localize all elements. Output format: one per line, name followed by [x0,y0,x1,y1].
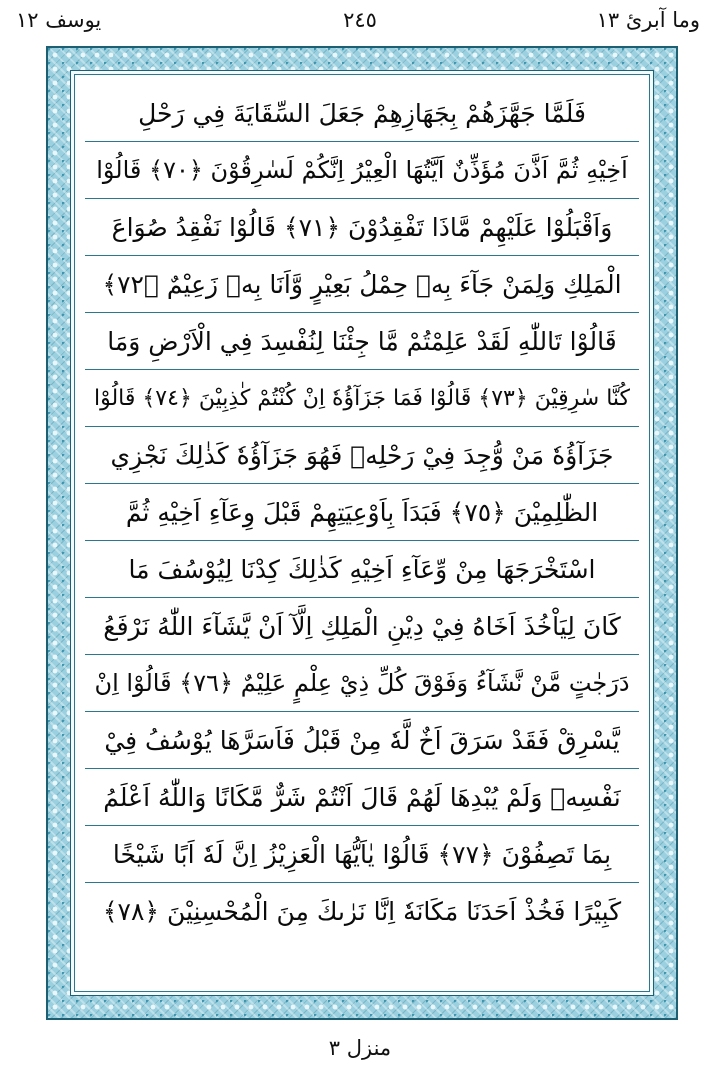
para-title: وما آبرئ ١٣ [596,8,700,32]
text-line-4: الْمَلِكِ وَلِمَنْ جَآءَ بِهٖ حِمْلُ بَعِيْرٍ وَّاَنَا بِهٖ زَعِيْمٌ ﴿٧٢﴾ [85,256,639,313]
text-line-14: بِمَا تَصِفُوْنَ ﴿٧٧﴾ قَالُوْا يٰاَيُّهَا الْعَزِيْزُ اِنَّ لَهٗ اَبًا شَيْخًا [85,826,639,883]
text-line-13: نَفْسِهٖ وَلَمْ يُبْدِهَا لَهُمْ قَالَ اَنْتُمْ شَرٌّ مَّكَانًا وَاللّٰهُ اَعْلَمُ [85,769,639,826]
surah-title: يوسف ١٢ [16,8,102,32]
text-line-8: الظّٰلِمِيْنَ ﴿٧٥﴾ فَبَدَاَ بِاَوْعِيَتِهِمْ قَبْلَ وِعَآءِ اَخِيْهِ ثُمَّ [85,484,639,541]
text-line-2: اَخِيْهِ ثُمَّ اَذَّنَ مُؤَذِّنٌ اَيَّتُهَا الْعِيْرُ اِنَّكُمْ لَسٰرِقُوْنَ ﴿٧٠﴾ قَالُوْا [85,142,639,199]
text-line-12: يَّسْرِقْ فَقَدْ سَرَقَ اَخٌ لَّهٗ مِنْ قَبْلُ فَاَسَرَّهَا يُوْسُفُ فِيْ [85,712,639,769]
manzil-footer: منزل ٣ [328,1036,392,1060]
text-line-1: فَلَمَّا جَهَّزَهُمْ بِجَهَازِهِمْ جَعَلَ السِّقَايَةَ فِي رَحْلِ [85,85,639,142]
page-number: ٢٤٥ [343,8,377,32]
text-line-6: كُنَّا سٰرِقِيْنَ ﴿٧٣﴾ قَالُوْا فَمَا جَزَآؤُهٗ اِنْ كُنْتُمْ كٰذِبِيْنَ ﴿٧٤﴾ قَالُوْا [85,370,639,427]
text-line-11: دَرَجٰتٍ مَّنْ نَّشَآءُ وَفَوْقَ كُلِّ ذِيْ عِلْمٍ عَلِيْمٌ ﴿٧٦﴾ قَالُوْا اِنْ [85,655,639,712]
text-line-9: اسْتَخْرَجَهَا مِنْ وِّعَآءِ اَخِيْهِ كَذٰلِكَ كِدْنَا لِيُوْسُفَ مَا [85,541,639,598]
text-line-5: قَالُوْا تَاللّٰهِ لَقَدْ عَلِمْتُمْ مَّا جِئْنَا لِنُفْسِدَ فِي الْاَرْضِ وَمَا [85,313,639,370]
running-header [0,0,720,48]
text-panel [74,74,650,992]
text-line-10: كَانَ لِيَاْخُذَ اَخَاهُ فِيْ دِيْنِ الْمَلِكِ اِلَّآ اَنْ يَّشَآءَ اللّٰهُ نَرْفَعُ [85,598,639,655]
text-line-7: جَزَآؤُهٗ مَنْ وُّجِدَ فِيْ رَحْلِهٖ فَهُوَ جَزَآؤُهٗ كَذٰلِكَ نَجْزِي [85,427,639,484]
text-line-3: وَاَقْبَلُوْا عَلَيْهِمْ مَّاذَا تَفْقِدُوْنَ ﴿٧١﴾ قَالُوْا نَفْقِدُ صُوَاعَ [85,199,639,256]
ornamental-border [46,46,678,1020]
text-line-15: كَبِيْرًا فَخُذْ اَحَدَنَا مَكَانَهٗ اِنَّا نَرٰىكَ مِنَ الْمُحْسِنِيْنَ ﴿٧٨﴾ [102,897,622,926]
